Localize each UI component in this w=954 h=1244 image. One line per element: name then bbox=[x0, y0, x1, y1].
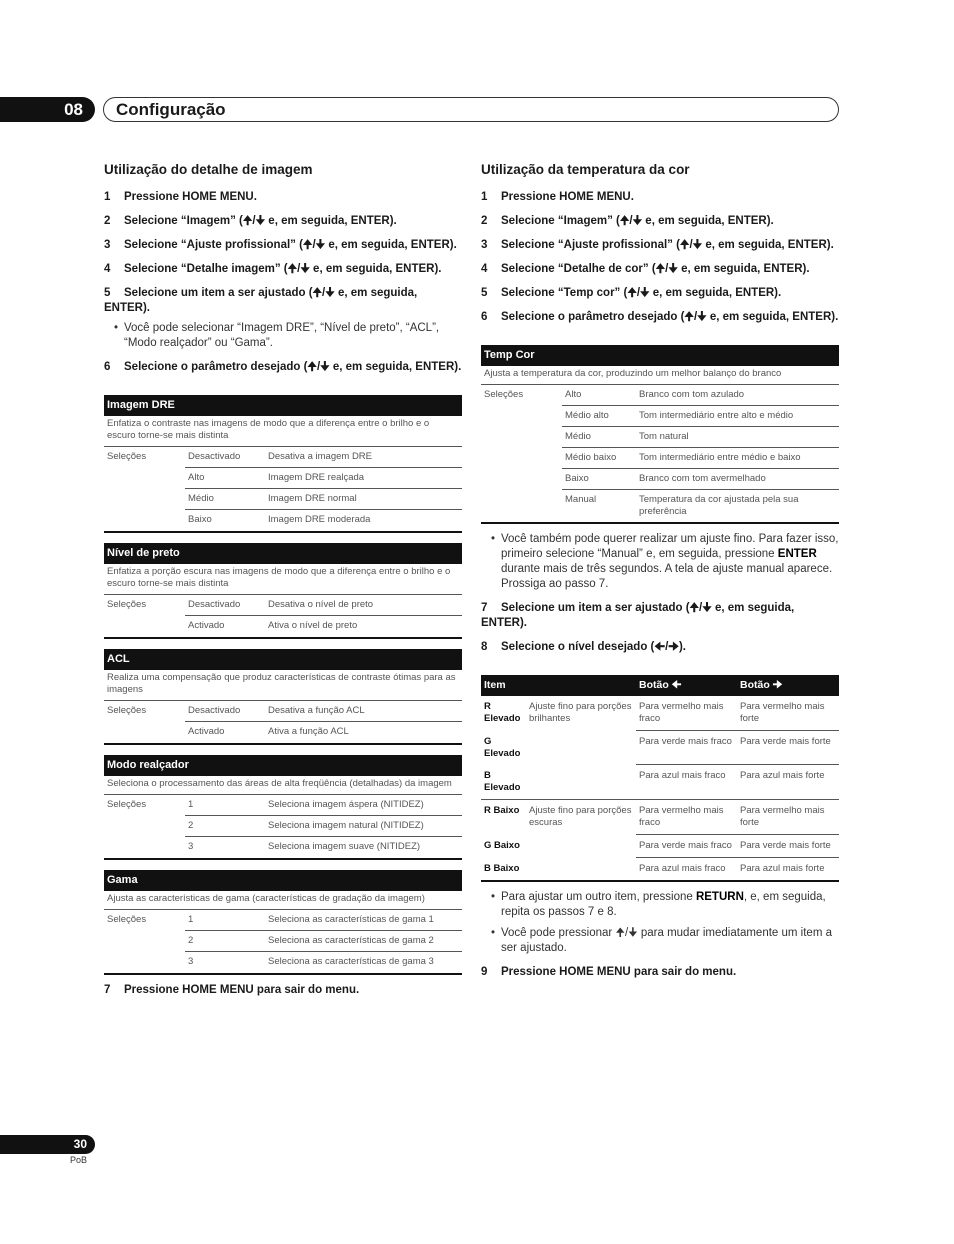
box-description: Realiza uma compensação que produz características de contraste ótimas para as imagens bbox=[104, 670, 462, 701]
row-option: 2 bbox=[185, 816, 265, 837]
right-bullet-a: • Você também pode querer realizar um ajuste fino. Para fazer isso, primeiro selecione “Manual” e, em seguida, pressione ENTER durante mais de três segundos. A tela de ajuste manual aparece. Prossiga ao passo 7. bbox=[491, 533, 839, 590]
right-heading: Utilização da temperatura da cor bbox=[481, 162, 690, 177]
row-label bbox=[104, 510, 185, 531]
adjust-right-action: Para vermelho mais forte bbox=[737, 696, 839, 731]
box-description: Seleciona o processamento das áreas de alta freqüência (detalhadas) da imagem bbox=[104, 776, 462, 795]
adjust-row bbox=[481, 858, 839, 882]
box-row bbox=[104, 595, 462, 616]
left-step-6: 6 Selecione o parâmetro desejado (🠉/🠋 e, em seguida, ENTER). bbox=[104, 361, 462, 373]
settings-box bbox=[481, 345, 839, 524]
adjust-range-desc bbox=[526, 765, 636, 799]
row-description: Tom intermediário entre alto e médio bbox=[636, 406, 839, 427]
step-number: 2 bbox=[104, 215, 111, 227]
left-boxes bbox=[104, 395, 462, 975]
box-row bbox=[104, 795, 462, 816]
row-label bbox=[104, 952, 185, 973]
right-step-8: 8 Selecione o nível desejado (🠈/🠊). bbox=[481, 641, 686, 653]
row-option: Médio bbox=[562, 427, 636, 448]
right-column bbox=[481, 162, 839, 989]
step-number: 1 bbox=[104, 191, 111, 203]
adjust-left-action: Para verde mais fraco bbox=[636, 835, 737, 858]
row-description: Branco com tom avermelhado bbox=[636, 469, 839, 490]
adjust-left-action: Para azul mais fraco bbox=[639, 863, 726, 874]
row-option: Manual bbox=[565, 494, 597, 505]
adjust-range-desc bbox=[526, 835, 636, 858]
row-option: Desactivado bbox=[185, 447, 265, 468]
row-label: Seleções bbox=[107, 799, 147, 810]
row-description: Seleciona imagem suave (NITIDEZ) bbox=[268, 841, 421, 852]
step-text: Selecione “Temp cor” (🠉/🠋 e, em seguida, ENTER). bbox=[501, 287, 782, 299]
box-rows bbox=[104, 595, 462, 639]
box-row bbox=[481, 427, 839, 448]
box-row bbox=[104, 816, 462, 837]
row-option: Activado bbox=[188, 620, 225, 631]
row-label bbox=[481, 406, 562, 427]
box-description: Ajusta as características de gama (características de gradação da imagem) bbox=[104, 891, 462, 910]
step-text: Pressione HOME MENU. bbox=[124, 191, 257, 203]
row-option: Médio alto bbox=[562, 406, 636, 427]
row-label bbox=[481, 469, 562, 490]
step-text: Selecione um item a ser ajustado (🠉/🠋 e, em seguida, ENTER). bbox=[104, 287, 418, 314]
settings-box bbox=[104, 543, 462, 639]
step-number: 5 bbox=[104, 287, 111, 299]
box-row bbox=[104, 510, 462, 531]
row-label bbox=[104, 722, 185, 743]
row-label: Seleções bbox=[107, 451, 147, 462]
right-step-9: 9 Pressione HOME MENU para sair do menu. bbox=[481, 966, 737, 978]
step-item bbox=[481, 238, 839, 253]
row-label: Seleções bbox=[107, 705, 147, 716]
chapter-title: Configuração bbox=[116, 100, 226, 119]
box-rows bbox=[104, 795, 462, 860]
adjust-range-desc bbox=[526, 858, 636, 880]
box-row bbox=[104, 468, 462, 489]
box-title: Nível de preto bbox=[104, 543, 462, 564]
step-text: Selecione “Ajuste profissional” (🠉/🠋 e, em seguida, ENTER). bbox=[124, 239, 457, 251]
adjust-left-action: Para azul mais fraco bbox=[639, 770, 726, 781]
step-text: Selecione “Ajuste profissional” (🠉/🠋 e, em seguida, ENTER). bbox=[501, 239, 834, 251]
box-title: Temp Cor bbox=[481, 345, 839, 366]
row-option: Desactivado bbox=[185, 701, 265, 722]
row-option: 3 bbox=[188, 956, 194, 967]
adjust-row bbox=[481, 765, 839, 800]
row-label bbox=[104, 837, 185, 858]
right-bullet-c: • Você pode pressionar 🠉/🠋 para mudar imediatamente um item a ser ajustado. bbox=[491, 927, 832, 954]
adjust-row bbox=[481, 800, 839, 835]
row-option: Desactivado bbox=[185, 595, 265, 616]
step-number: 1 bbox=[481, 191, 488, 203]
row-label: Seleções bbox=[107, 599, 147, 610]
step-number: 3 bbox=[104, 239, 111, 251]
row-option: Médio baixo bbox=[562, 448, 636, 469]
box-title: ACL bbox=[104, 649, 462, 670]
right-step-7: 7 Selecione um item a ser ajustado (🠉/🠋 e, em seguida, ENTER). bbox=[481, 602, 795, 629]
row-option: Activado bbox=[188, 726, 225, 737]
row-label bbox=[104, 931, 185, 952]
adjust-left-action: Para vermelho mais fraco bbox=[636, 696, 737, 731]
step-number: 3 bbox=[481, 239, 488, 251]
row-label bbox=[481, 490, 562, 522]
step-item bbox=[481, 286, 839, 301]
row-option: Baixo bbox=[562, 469, 636, 490]
row-description: Seleciona as características de gama 2 bbox=[265, 931, 462, 952]
right-bullet-b: • Para ajustar um outro item, pressione RETURN, e, em seguida, repita os passos 7 e 8. bbox=[491, 891, 826, 918]
row-description: Ativa o nível de preto bbox=[268, 620, 358, 631]
adjust-row bbox=[481, 835, 839, 858]
step-item bbox=[481, 262, 839, 277]
row-description: Tom natural bbox=[636, 427, 839, 448]
adjust-item: B Elevado bbox=[484, 770, 521, 793]
step-text: Pressione HOME MENU. bbox=[501, 191, 634, 203]
box-rows bbox=[104, 910, 462, 975]
step-text: Selecione “Imagem” (🠉/🠋 e, em seguida, ENTER). bbox=[501, 215, 774, 227]
box-description: Enfatiza a porção escura nas imagens de modo que a diferença entre o brilho e o escuro torne-se mais distinta bbox=[104, 564, 462, 595]
row-description: Temperatura da cor ajustada pela sua preferência bbox=[639, 494, 799, 517]
box-row bbox=[481, 469, 839, 490]
adjust-right-action: Para azul mais forte bbox=[740, 863, 825, 874]
row-description: Desativa a imagem DRE bbox=[265, 447, 462, 468]
row-description: Imagem DRE normal bbox=[265, 489, 462, 510]
row-description: Imagem DRE moderada bbox=[268, 514, 371, 525]
step-text: Selecione “Detalhe de cor” (🠉/🠋 e, em seguida, ENTER). bbox=[501, 263, 810, 275]
box-row bbox=[481, 406, 839, 427]
row-label bbox=[481, 448, 562, 469]
adjust-item: G Baixo bbox=[484, 840, 520, 851]
step-item bbox=[104, 238, 462, 253]
row-label bbox=[104, 816, 185, 837]
row-description: Branco com tom azulado bbox=[636, 385, 839, 406]
row-option: Baixo bbox=[188, 514, 212, 525]
row-label bbox=[104, 489, 185, 510]
adjust-item: B Baixo bbox=[484, 863, 520, 874]
adjust-right-action: Para azul mais forte bbox=[740, 770, 825, 781]
adjust-table-header: Item Botão 🠈 Botão 🠊 bbox=[481, 675, 839, 696]
box-row bbox=[104, 489, 462, 510]
step-item bbox=[481, 214, 839, 229]
row-description: Seleciona as características de gama 1 bbox=[265, 910, 462, 931]
adjust-item: G Elevado bbox=[484, 736, 521, 759]
box-row bbox=[104, 447, 462, 468]
adjust-range-desc: Ajuste fino para porções brilhantes bbox=[529, 701, 632, 724]
row-description: Imagem DRE realçada bbox=[265, 468, 462, 489]
step-text: Selecione “Imagem” (🠉/🠋 e, em seguida, ENTER). bbox=[124, 215, 397, 227]
page-number: 30 bbox=[0, 1135, 95, 1154]
row-option: 2 bbox=[185, 931, 265, 952]
adjust-range-desc bbox=[526, 731, 636, 765]
row-description: Desativa a função ACL bbox=[265, 701, 462, 722]
adjust-table-rows bbox=[481, 696, 839, 882]
box-rows bbox=[104, 447, 462, 533]
right-steps bbox=[481, 190, 839, 325]
row-description: Seleciona imagem áspera (NITIDEZ) bbox=[265, 795, 462, 816]
adjust-row bbox=[481, 731, 839, 765]
step-number: 4 bbox=[481, 263, 488, 275]
settings-box bbox=[104, 395, 462, 533]
left-heading: Utilização do detalhe de imagem bbox=[104, 162, 313, 177]
step-item bbox=[104, 286, 462, 316]
row-label: Seleções bbox=[107, 914, 147, 925]
adjust-range-desc: Ajuste fino para porções escuras bbox=[529, 805, 632, 828]
row-description: Tom intermediário entre médio e baixo bbox=[636, 448, 839, 469]
left-bullet: • Você pode selecionar “Imagem DRE”, “Nível de preto”, “ACL”, “Modo realçador” ou “Gama”. bbox=[114, 322, 440, 349]
row-description: Ativa a função ACL bbox=[268, 726, 349, 737]
row-label bbox=[104, 616, 185, 637]
chapter-number: 08 bbox=[0, 97, 95, 122]
settings-box bbox=[104, 755, 462, 860]
adjust-row bbox=[481, 696, 839, 731]
step-item bbox=[104, 214, 462, 229]
box-row bbox=[104, 722, 462, 743]
step-text: Selecione “Detalhe imagem” (🠉/🠋 e, em seguida, ENTER). bbox=[124, 263, 442, 275]
box-row bbox=[104, 910, 462, 931]
row-option: 1 bbox=[185, 910, 265, 931]
row-label bbox=[481, 427, 562, 448]
box-row bbox=[104, 616, 462, 637]
row-description: Desativa o nível de preto bbox=[265, 595, 462, 616]
box-row bbox=[104, 837, 462, 858]
row-option: Alto bbox=[185, 468, 265, 489]
box-title: Modo realçador bbox=[104, 755, 462, 776]
box-rows bbox=[104, 701, 462, 745]
temp-box bbox=[481, 345, 839, 524]
step-item bbox=[104, 190, 462, 205]
step-number: 5 bbox=[481, 287, 488, 299]
box-row bbox=[104, 952, 462, 973]
adjust-right-action: Para verde mais forte bbox=[737, 835, 839, 858]
adjust-right-action: Para vermelho mais forte bbox=[737, 800, 839, 835]
step-number: 2 bbox=[481, 215, 488, 227]
box-row bbox=[481, 448, 839, 469]
box-description: Ajusta a temperatura da cor, produzindo um melhor balanço do branco bbox=[481, 366, 839, 385]
box-row bbox=[104, 931, 462, 952]
box-row bbox=[481, 385, 839, 406]
row-label: Seleções bbox=[484, 389, 524, 400]
step-number: 6 bbox=[481, 311, 488, 323]
page-language: PoB bbox=[70, 1155, 88, 1165]
row-option: 3 bbox=[188, 841, 194, 852]
step-item bbox=[104, 262, 462, 277]
row-option: Médio bbox=[185, 489, 265, 510]
left-column bbox=[104, 162, 462, 1007]
adjust-left-action: Para verde mais fraco bbox=[636, 731, 737, 765]
adjust-right-action: Para verde mais forte bbox=[737, 731, 839, 765]
step-item bbox=[481, 190, 839, 205]
box-title: Gama bbox=[104, 870, 462, 891]
box-row bbox=[481, 490, 839, 522]
box-rows bbox=[481, 385, 839, 524]
adjust-item: R Elevado bbox=[484, 701, 521, 724]
adjust-item: R Baixo bbox=[484, 805, 520, 816]
row-description: Seleciona imagem natural (NITIDEZ) bbox=[265, 816, 462, 837]
left-step-7: 7 Pressione HOME MENU para sair do menu. bbox=[104, 984, 360, 996]
box-row bbox=[104, 701, 462, 722]
step-item bbox=[481, 310, 839, 325]
row-description: Seleciona as características de gama 3 bbox=[268, 956, 434, 967]
row-option: 1 bbox=[185, 795, 265, 816]
settings-box bbox=[104, 870, 462, 975]
adjust-table bbox=[481, 675, 839, 882]
box-description: Enfatiza o contraste nas imagens de modo que a diferença entre o brilho e o escuro torne-se mais distinta bbox=[104, 416, 462, 447]
row-label bbox=[104, 468, 185, 489]
step-number: 4 bbox=[104, 263, 111, 275]
row-option: Alto bbox=[562, 385, 636, 406]
settings-box bbox=[104, 649, 462, 745]
adjust-left-action: Para vermelho mais fraco bbox=[636, 800, 737, 835]
step-text: Selecione o parâmetro desejado (🠉/🠋 e, em seguida, ENTER). bbox=[501, 311, 839, 323]
box-title: Imagem DRE bbox=[104, 395, 462, 416]
left-steps bbox=[104, 190, 462, 316]
